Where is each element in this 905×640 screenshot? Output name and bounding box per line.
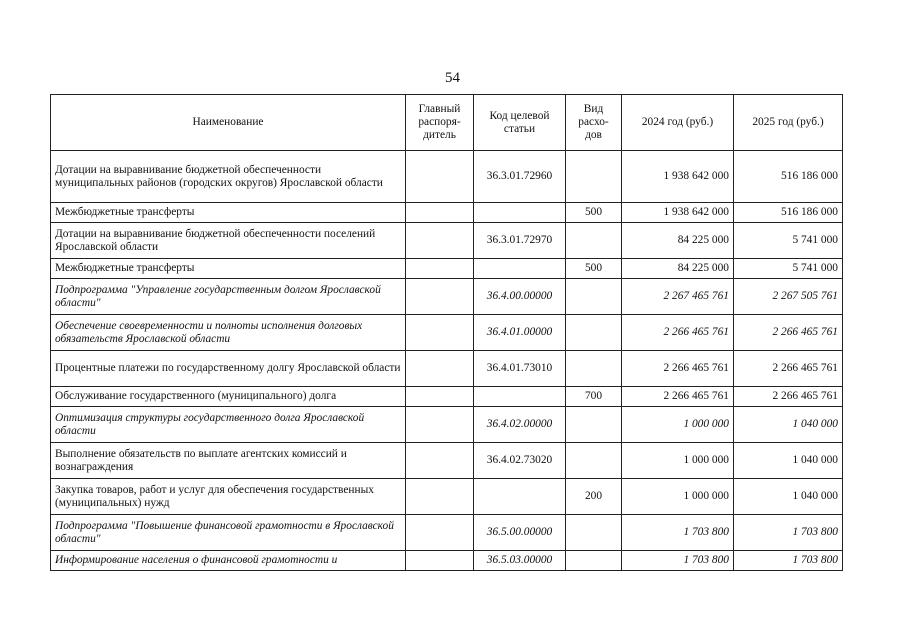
- row-amount-2024: 1 000 000: [622, 479, 734, 515]
- row-amount-2025: 1 040 000: [734, 479, 843, 515]
- row-amount-2025: 516 186 000: [734, 203, 843, 223]
- row-main-manager: [406, 259, 474, 279]
- row-name: Обслуживание государственного (муниципального) долга: [51, 387, 406, 407]
- row-amount-2024: 84 225 000: [622, 223, 734, 259]
- table-header-row: [51, 95, 843, 151]
- row-amount-2025: 1 040 000: [734, 407, 843, 443]
- row-expense-type: 200: [566, 479, 622, 515]
- row-name: Оптимизация структуры государственного долга Ярославской области: [51, 407, 406, 443]
- row-code: 36.5.03.00000: [474, 551, 566, 571]
- row-amount-2024: 1 000 000: [622, 407, 734, 443]
- row-main-manager: [406, 551, 474, 571]
- row-amount-2025: 1 703 800: [734, 551, 843, 571]
- table-row: [51, 315, 843, 351]
- row-expense-type: [566, 315, 622, 351]
- row-code: 36.4.02.73020: [474, 443, 566, 479]
- row-amount-2025: 5 741 000: [734, 259, 843, 279]
- row-expense-type: [566, 551, 622, 571]
- row-expense-type: [566, 151, 622, 203]
- budget-table: [50, 94, 843, 571]
- row-amount-2025: 1 040 000: [734, 443, 843, 479]
- table-row: [51, 515, 843, 551]
- row-amount-2025: 2 266 465 761: [734, 387, 843, 407]
- row-name: Дотации на выравнивание бюджетной обеспеченности поселений Ярославской области: [51, 223, 406, 259]
- row-code: 36.4.00.00000: [474, 279, 566, 315]
- row-main-manager: [406, 515, 474, 551]
- row-main-manager: [406, 443, 474, 479]
- row-main-manager: [406, 315, 474, 351]
- row-amount-2024: 2 266 465 761: [622, 387, 734, 407]
- row-amount-2025: 2 267 505 761: [734, 279, 843, 315]
- row-code: 36.5.00.00000: [474, 515, 566, 551]
- table-row: [51, 151, 843, 203]
- row-main-manager: [406, 479, 474, 515]
- row-name: Закупка товаров, работ и услуг для обеспечения государственных (муниципальных) нужд: [51, 479, 406, 515]
- row-name: Межбюджетные трансферты: [51, 259, 406, 279]
- row-amount-2024: 2 266 465 761: [622, 315, 734, 351]
- row-amount-2024: 84 225 000: [622, 259, 734, 279]
- page-number: 54: [445, 70, 460, 86]
- row-expense-type: [566, 223, 622, 259]
- row-main-manager: [406, 351, 474, 387]
- row-name: Выполнение обязательств по выплате агентских комиссий и вознаграждения: [51, 443, 406, 479]
- header-expense-type: Вид расхо-дов: [566, 95, 622, 151]
- row-amount-2024: 2 267 465 761: [622, 279, 734, 315]
- table-row: [51, 223, 843, 259]
- row-name: Межбюджетные трансферты: [51, 203, 406, 223]
- header-name: Наименование: [51, 95, 406, 151]
- row-amount-2025: 2 266 465 761: [734, 315, 843, 351]
- table-row: [51, 387, 843, 407]
- table-row: [51, 279, 843, 315]
- table-row: [51, 479, 843, 515]
- header-code: Код целевой статьи: [474, 95, 566, 151]
- row-amount-2024: 1 703 800: [622, 515, 734, 551]
- row-expense-type: [566, 279, 622, 315]
- row-amount-2024: 1 000 000: [622, 443, 734, 479]
- table-row: [51, 443, 843, 479]
- row-code: [474, 479, 566, 515]
- row-name: Подпрограмма "Управление государственным долгом Ярославской области": [51, 279, 406, 315]
- table-row: [51, 407, 843, 443]
- row-expense-type: [566, 515, 622, 551]
- table-row: [51, 259, 843, 279]
- header-main-manager: Главный распоря-дитель: [406, 95, 474, 151]
- row-amount-2025: 5 741 000: [734, 223, 843, 259]
- row-amount-2024: 1 938 642 000: [622, 203, 734, 223]
- row-code: [474, 203, 566, 223]
- row-name: Дотации на выравнивание бюджетной обеспеченности муниципальных районов (городских округов) Ярославской области: [51, 151, 406, 203]
- row-expense-type: 500: [566, 259, 622, 279]
- row-amount-2024: 1 938 642 000: [622, 151, 734, 203]
- row-amount-2025: 1 703 800: [734, 515, 843, 551]
- row-amount-2024: 1 703 800: [622, 551, 734, 571]
- table-row: [51, 551, 843, 571]
- row-expense-type: [566, 351, 622, 387]
- row-name: Информирование населения о финансовой грамотности и: [51, 551, 406, 571]
- row-code: [474, 387, 566, 407]
- header-year-2024: 2024 год (руб.): [622, 95, 734, 151]
- row-code: 36.3.01.72970: [474, 223, 566, 259]
- row-name: Подпрограмма "Повышение финансовой грамотности в Ярославской области": [51, 515, 406, 551]
- row-code: 36.4.01.00000: [474, 315, 566, 351]
- row-name: Обеспечение своевременности и полноты исполнения долговых обязательств Ярославской области: [51, 315, 406, 351]
- row-code: [474, 259, 566, 279]
- row-expense-type: [566, 407, 622, 443]
- header-year-2025: 2025 год (руб.): [734, 95, 843, 151]
- row-code: 36.3.01.72960: [474, 151, 566, 203]
- row-amount-2025: 516 186 000: [734, 151, 843, 203]
- row-main-manager: [406, 203, 474, 223]
- row-main-manager: [406, 407, 474, 443]
- row-expense-type: [566, 443, 622, 479]
- row-code: 36.4.01.73010: [474, 351, 566, 387]
- table-row: [51, 351, 843, 387]
- table-row: [51, 203, 843, 223]
- row-expense-type: 700: [566, 387, 622, 407]
- row-main-manager: [406, 223, 474, 259]
- row-expense-type: 500: [566, 203, 622, 223]
- row-amount-2024: 2 266 465 761: [622, 351, 734, 387]
- row-main-manager: [406, 279, 474, 315]
- row-main-manager: [406, 387, 474, 407]
- row-name: Процентные платежи по государственному долгу Ярославской области: [51, 351, 406, 387]
- row-amount-2025: 2 266 465 761: [734, 351, 843, 387]
- row-main-manager: [406, 151, 474, 203]
- row-code: 36.4.02.00000: [474, 407, 566, 443]
